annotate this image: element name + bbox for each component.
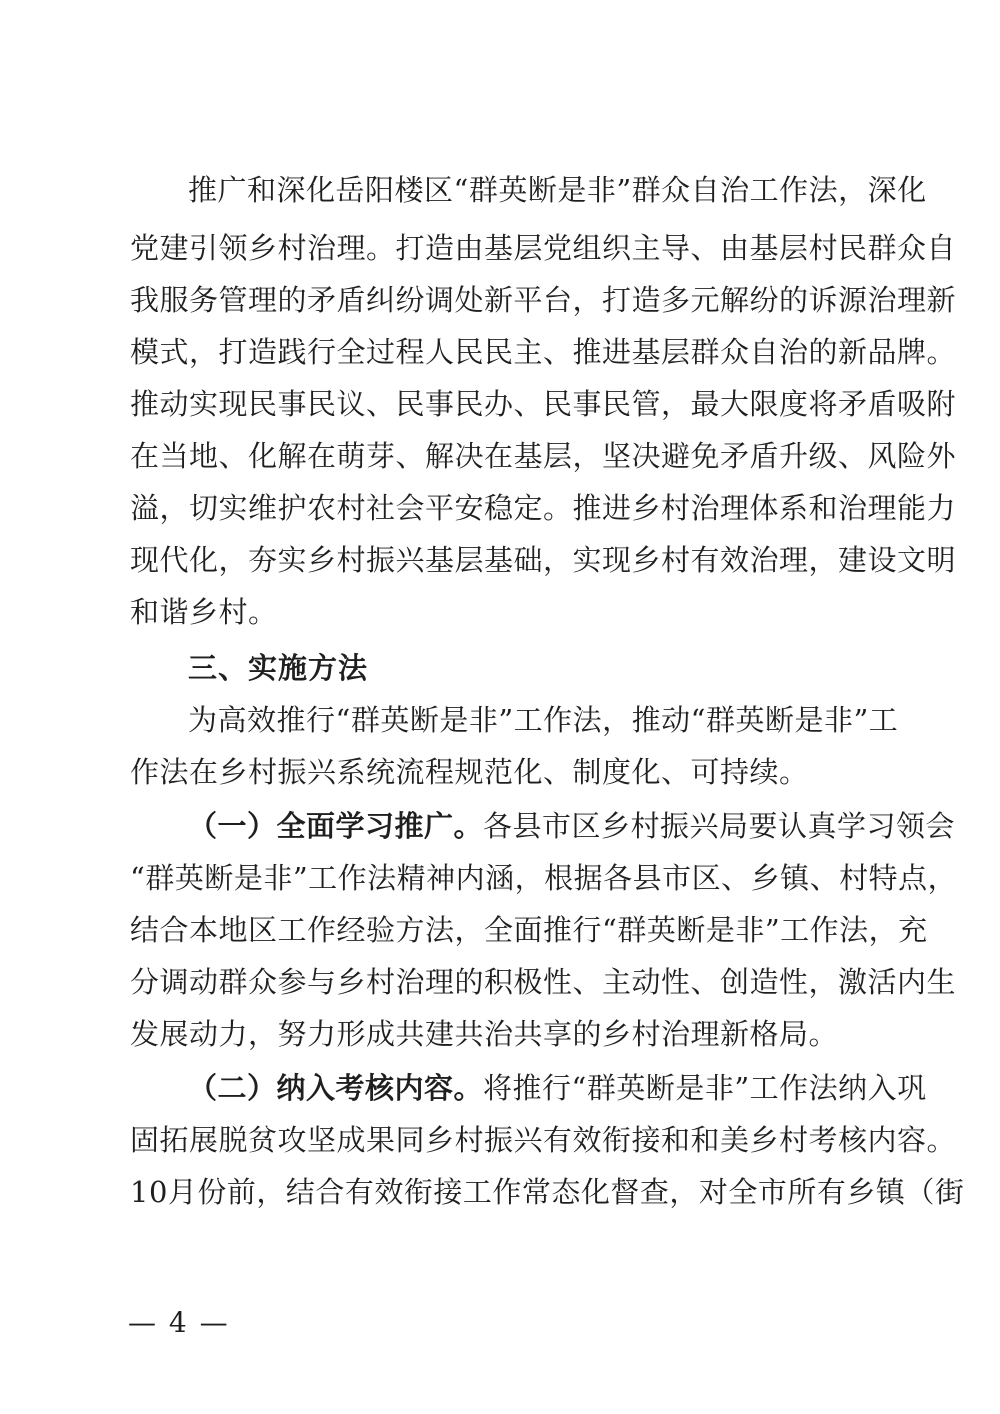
paragraph-line: 推动实现民事民议、民事民办、民事民管，最大限度将矛盾吸附 <box>130 387 957 421</box>
paragraph-line: 为高效推行“群英断是非”工作法，推动“群英断是非”工 <box>188 703 899 737</box>
paragraph-line: 结合本地区工作经验方法，全面推行“群英断是非”工作法，充 <box>130 913 928 947</box>
paragraph-line: 模式，打造践行全过程人民民主、推进基层群众自治的新品牌。 <box>130 335 957 369</box>
page-number: — 4 — <box>128 1306 230 1339</box>
paragraph-line: 10月份前，结合有效衔接工作常态化督查，对全市所有乡镇（街 <box>130 1175 965 1209</box>
paragraph-line: 在当地、化解在萌芽、解决在基层，坚决避免矛盾升级、风险外 <box>130 439 957 473</box>
item-first-line <box>188 806 956 846</box>
paragraph-line: 推广和深化岳阳楼区“群英断是非”群众自治工作法，深化 <box>188 173 927 207</box>
item-first-line <box>188 1068 927 1108</box>
paragraph-line: 党建引领乡村治理。打造由基层党组织主导、由基层村民群众自 <box>130 231 957 265</box>
section-heading: 三、实施方法 <box>188 651 369 685</box>
item-text: 各县市区乡村振兴局要认真学习领会 <box>483 809 956 843</box>
paragraph-line: 和谐乡村。 <box>130 595 278 629</box>
paragraph-line: 固拓展脱贫攻坚成果同乡村振兴有效衔接和和美乡村考核内容。 <box>130 1123 957 1157</box>
paragraph-line: 分调动群众参与乡村治理的积极性、主动性、创造性，激活内生 <box>130 965 957 999</box>
paragraph-line: 发展动力，努力形成共建共治共享的乡村治理新格局。 <box>130 1017 839 1051</box>
item-text: 将推行“群英断是非”工作法纳入巩 <box>483 1071 927 1105</box>
paragraph-line: 我服务管理的矛盾纠纷调处新平台，打造多元解纷的诉源治理新 <box>130 283 957 317</box>
paragraph-line: 溢，切实维护农村社会平安稳定。推进乡村治理体系和治理能力 <box>130 491 957 525</box>
paragraph-line: “群英断是非”工作法精神内涵，根据各县市区、乡镇、村特点， <box>130 861 958 895</box>
paragraph-line: 现代化，夯实乡村振兴基层基础，实现乡村有效治理，建设文明 <box>130 543 957 577</box>
paragraph-line: 作法在乡村振兴系统流程规范化、制度化、可持续。 <box>130 755 809 789</box>
item-title: （二）纳入考核内容。 <box>188 1071 484 1105</box>
item-title: （一）全面学习推广。 <box>188 809 484 843</box>
